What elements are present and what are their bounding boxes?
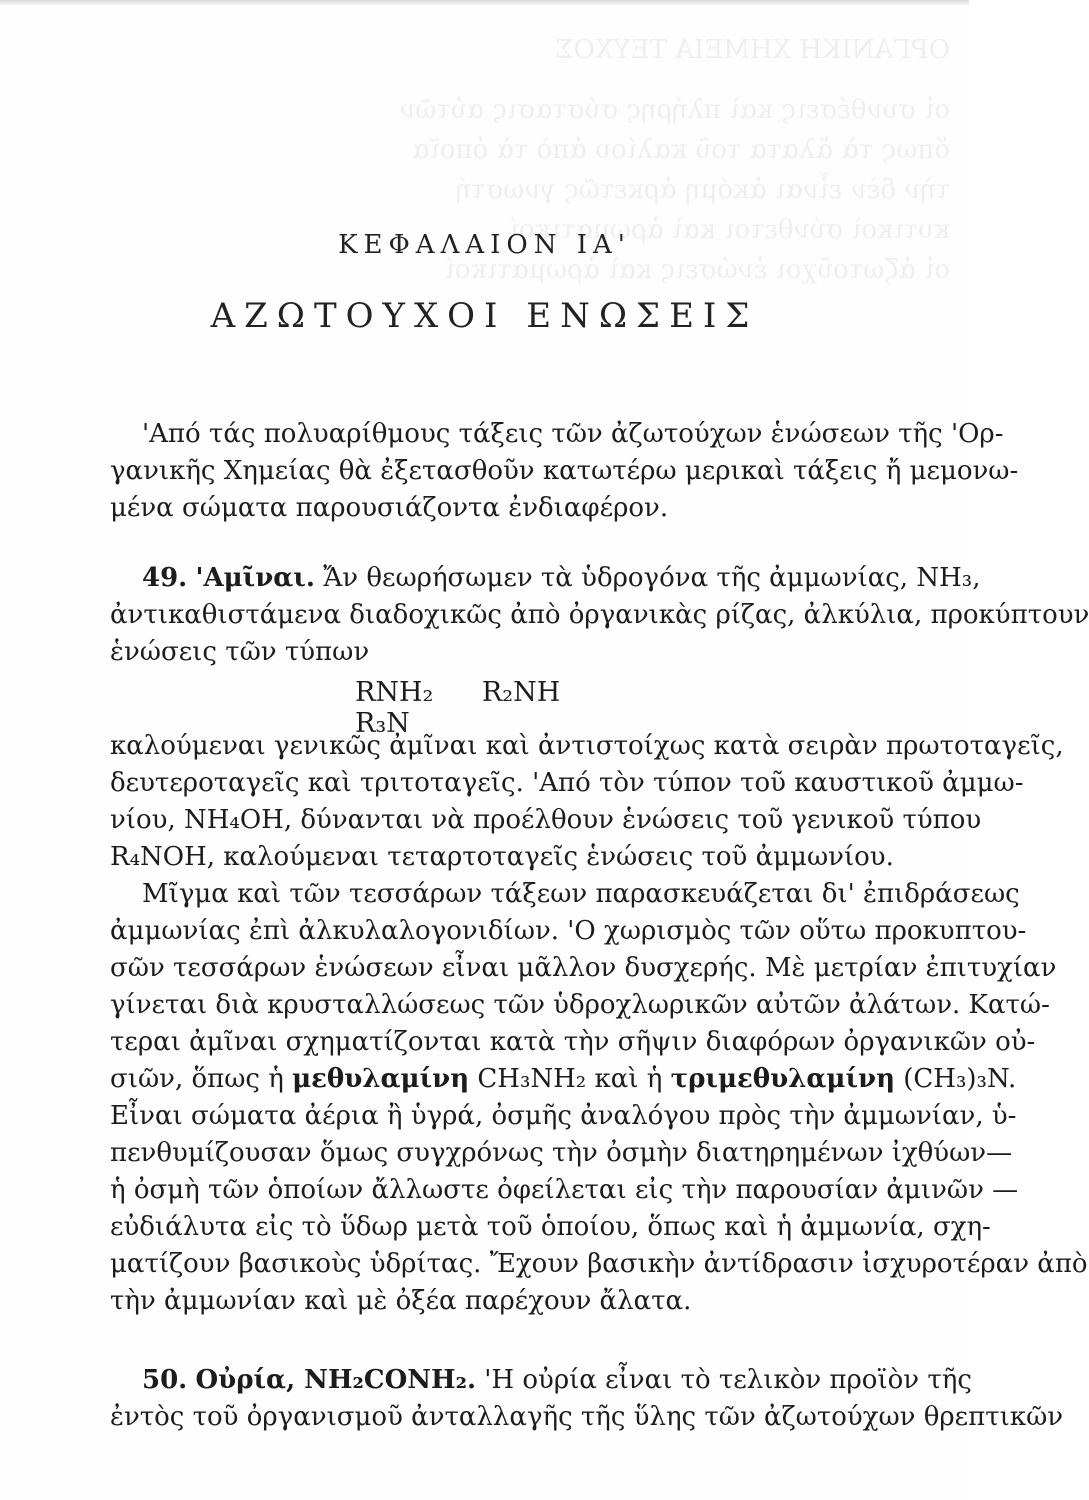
text-line: νίου, NH₄OH, δύνανται νὰ προέλθουν ἑνώσεις τοῦ γενικοῦ τύπου (110, 805, 982, 835)
text-line: γανικῆς Χημείας θὰ ἐξετασθοῦν κατωτέρω μερικαὶ τάξεις ἤ μεμονω- (110, 456, 1019, 486)
text-fragment: CH₃NH₂ καὶ ἡ (469, 1064, 671, 1094)
text-line: μένα σώματα παρουσιάζοντα ἐνδιαφέρον. (110, 493, 669, 523)
bold-terms-line (110, 1061, 1017, 1098)
term-methylamine: μεθυλαμίνη (292, 1064, 470, 1094)
text-fragment: σιῶν, ὅπως ἡ (110, 1064, 293, 1094)
text-line: Μῖγμα καὶ τῶν τεσσάρων τάξεων παρασκευάζεται δι' ἐπιδράσεως (142, 879, 1020, 909)
show-through-text: οἱ συνθέσεις καὶ πλήρης σύστασις αὐτῶν (399, 95, 950, 125)
intro-paragraph (110, 416, 1019, 527)
text-line: σῶν τεσσάρων ἑνώσεων εἶναι μᾶλλον δυσχερής. Μὲ μετρίαν ἐπιτυχίαν (110, 953, 1057, 983)
text-line: ματίζουν βασικοὺς ὑδρίτας. Ἔχουν βασικὴν ἀντίδρασιν ἰσχυροτέραν ἀπὸ (110, 1249, 1088, 1279)
text-line: εὐδιάλυτα εἰς τὸ ὕδωρ μετὰ τοῦ ὁποίου, ὅπως καὶ ἡ ἀμμωνία, σχη- (110, 1212, 991, 1242)
show-through-text: κυτικοὶ σύνθετοι καὶ ἀρωματικοί (508, 215, 950, 245)
chapter-title: ΑΖΩΤΟΥΧΟΙ ΕΝΩΣΕΙΣ (210, 296, 759, 336)
section-49-heading: 'Αμῖναι. (195, 563, 315, 593)
text-line: Ἄν θεωρήσωμεν τὰ ὑδρογόνα τῆς ἀμμωνίας, NH₃, (323, 563, 981, 593)
term-trimethylamine: τριμεθυλαμίνη (670, 1064, 895, 1094)
text-line: γίνεται διὰ κρυσταλλώσεως τῶν ὑδροχλωρικῶν αὐτῶν ἀλάτων. Κατώ- (110, 990, 1050, 1020)
chapter-label: ΚΕΦΑΛΑΙΟΝ ΙΑ' (338, 230, 631, 260)
show-through-text: οἱ ἀζωτοῦχοι ἐνώσεις καὶ ἀρωματικοί (444, 255, 950, 285)
section-49-continued (110, 728, 1088, 1320)
text-line: πενθυμίζουσαν ὅμως συγχρόνως τὴν ὀσμὴν διατηρημένων ἰχθύων— (110, 1138, 1013, 1168)
text-line: τεραι ἀμῖναι σχηματίζονται κατὰ τὴν σῆψιν διαφόρων ὀργανικῶν οὐ- (110, 1027, 1036, 1057)
text-line: τὴν ἀμμωνίαν καὶ μὲ ὀξέα παρέχουν ἄλατα. (110, 1286, 692, 1316)
section-50-first-line (110, 1362, 972, 1399)
formula-tertiary-amine: R₃N (355, 708, 410, 739)
text-line: 'Η οὐρία εἶναι τὸ τελικὸν προϊὸν τῆς (484, 1365, 972, 1395)
text-fragment: (CH₃)₃N. (894, 1064, 1017, 1094)
text-line: ἡ ὀσμὴ τῶν ὁποίων ἄλλωστε ὀφείλεται εἰς τὴν παρουσίαν ἀμινῶν — (110, 1175, 1019, 1205)
text-line: R₄NOH, καλούμεναι τεταρτοταγεῖς ἑνώσεις τοῦ ἀμμωνίου. (110, 842, 894, 872)
show-through-text: τὴν δὲν εἶναι ἀκόμη ἀρκετῶς γνωστή (455, 175, 950, 205)
text-line: δευτεροταγεῖς καὶ τριτοταγεῖς. 'Από τὸν τύπον τοῦ καυστικοῦ ἀμμω- (110, 768, 1024, 798)
section-49-number: 49. (142, 563, 188, 593)
section-49 (110, 560, 1089, 671)
text-line: 'Από τάς πολυαρίθμους τάξεις τῶν ἀζωτούχων ἑνώσεων τῆς 'Ορ- (142, 419, 1004, 449)
section-50-heading: Οὐρία, NH₂CONH₂. (195, 1365, 477, 1395)
show-through-text: ὅπως τὰ ἄλατα τοῦ καλίου ἀπὸ τὰ ὁποῖα (411, 135, 950, 165)
text-line: καλούμεναι γενικῶς ἀμῖναι καὶ ἀντιστοίχως κατὰ σειρὰν πρωτοταγεῖς, (110, 731, 1064, 761)
scan-edge-shadow (0, 0, 969, 6)
text-line: ἑνώσεις τῶν τύπων (110, 637, 370, 667)
section-50-number: 50. (142, 1365, 188, 1395)
text-line: ἀντικαθιστάμενα διαδοχικῶς ἀπὸ ὀργανικὰς ρίζας, ἀλκύλια, προκύπτουν (110, 600, 1089, 630)
formula-secondary-amine: R₂NH (481, 677, 561, 708)
text-line: ἀμμωνίας ἐπὶ ἀλκυλαλογονιδίων. 'Ο χωρισμὸς τῶν οὕτω προκυπτου- (110, 916, 1027, 946)
show-through-text: ΟΡΓΑΝΙΚΗ ΧΗΜΕΙΑ ΤΕΥΧΟΣ (555, 35, 950, 65)
section-50 (110, 1362, 1064, 1436)
text-line: ἐντὸς τοῦ ὀργανισμοῦ ἀνταλλαγῆς τῆς ὕλης τῶν ἀζωτούχων θρεπτικῶν (110, 1402, 1064, 1432)
section-49-first-line (110, 560, 981, 597)
formula-primary-amine: RNH₂ (355, 677, 434, 708)
text-line: Εἶναι σώματα ἀέρια ἢ ὑγρά, ὀσμῆς ἀναλόγου πρὸς τὴν ἀμμωνίαν, ὑ- (110, 1101, 1017, 1131)
